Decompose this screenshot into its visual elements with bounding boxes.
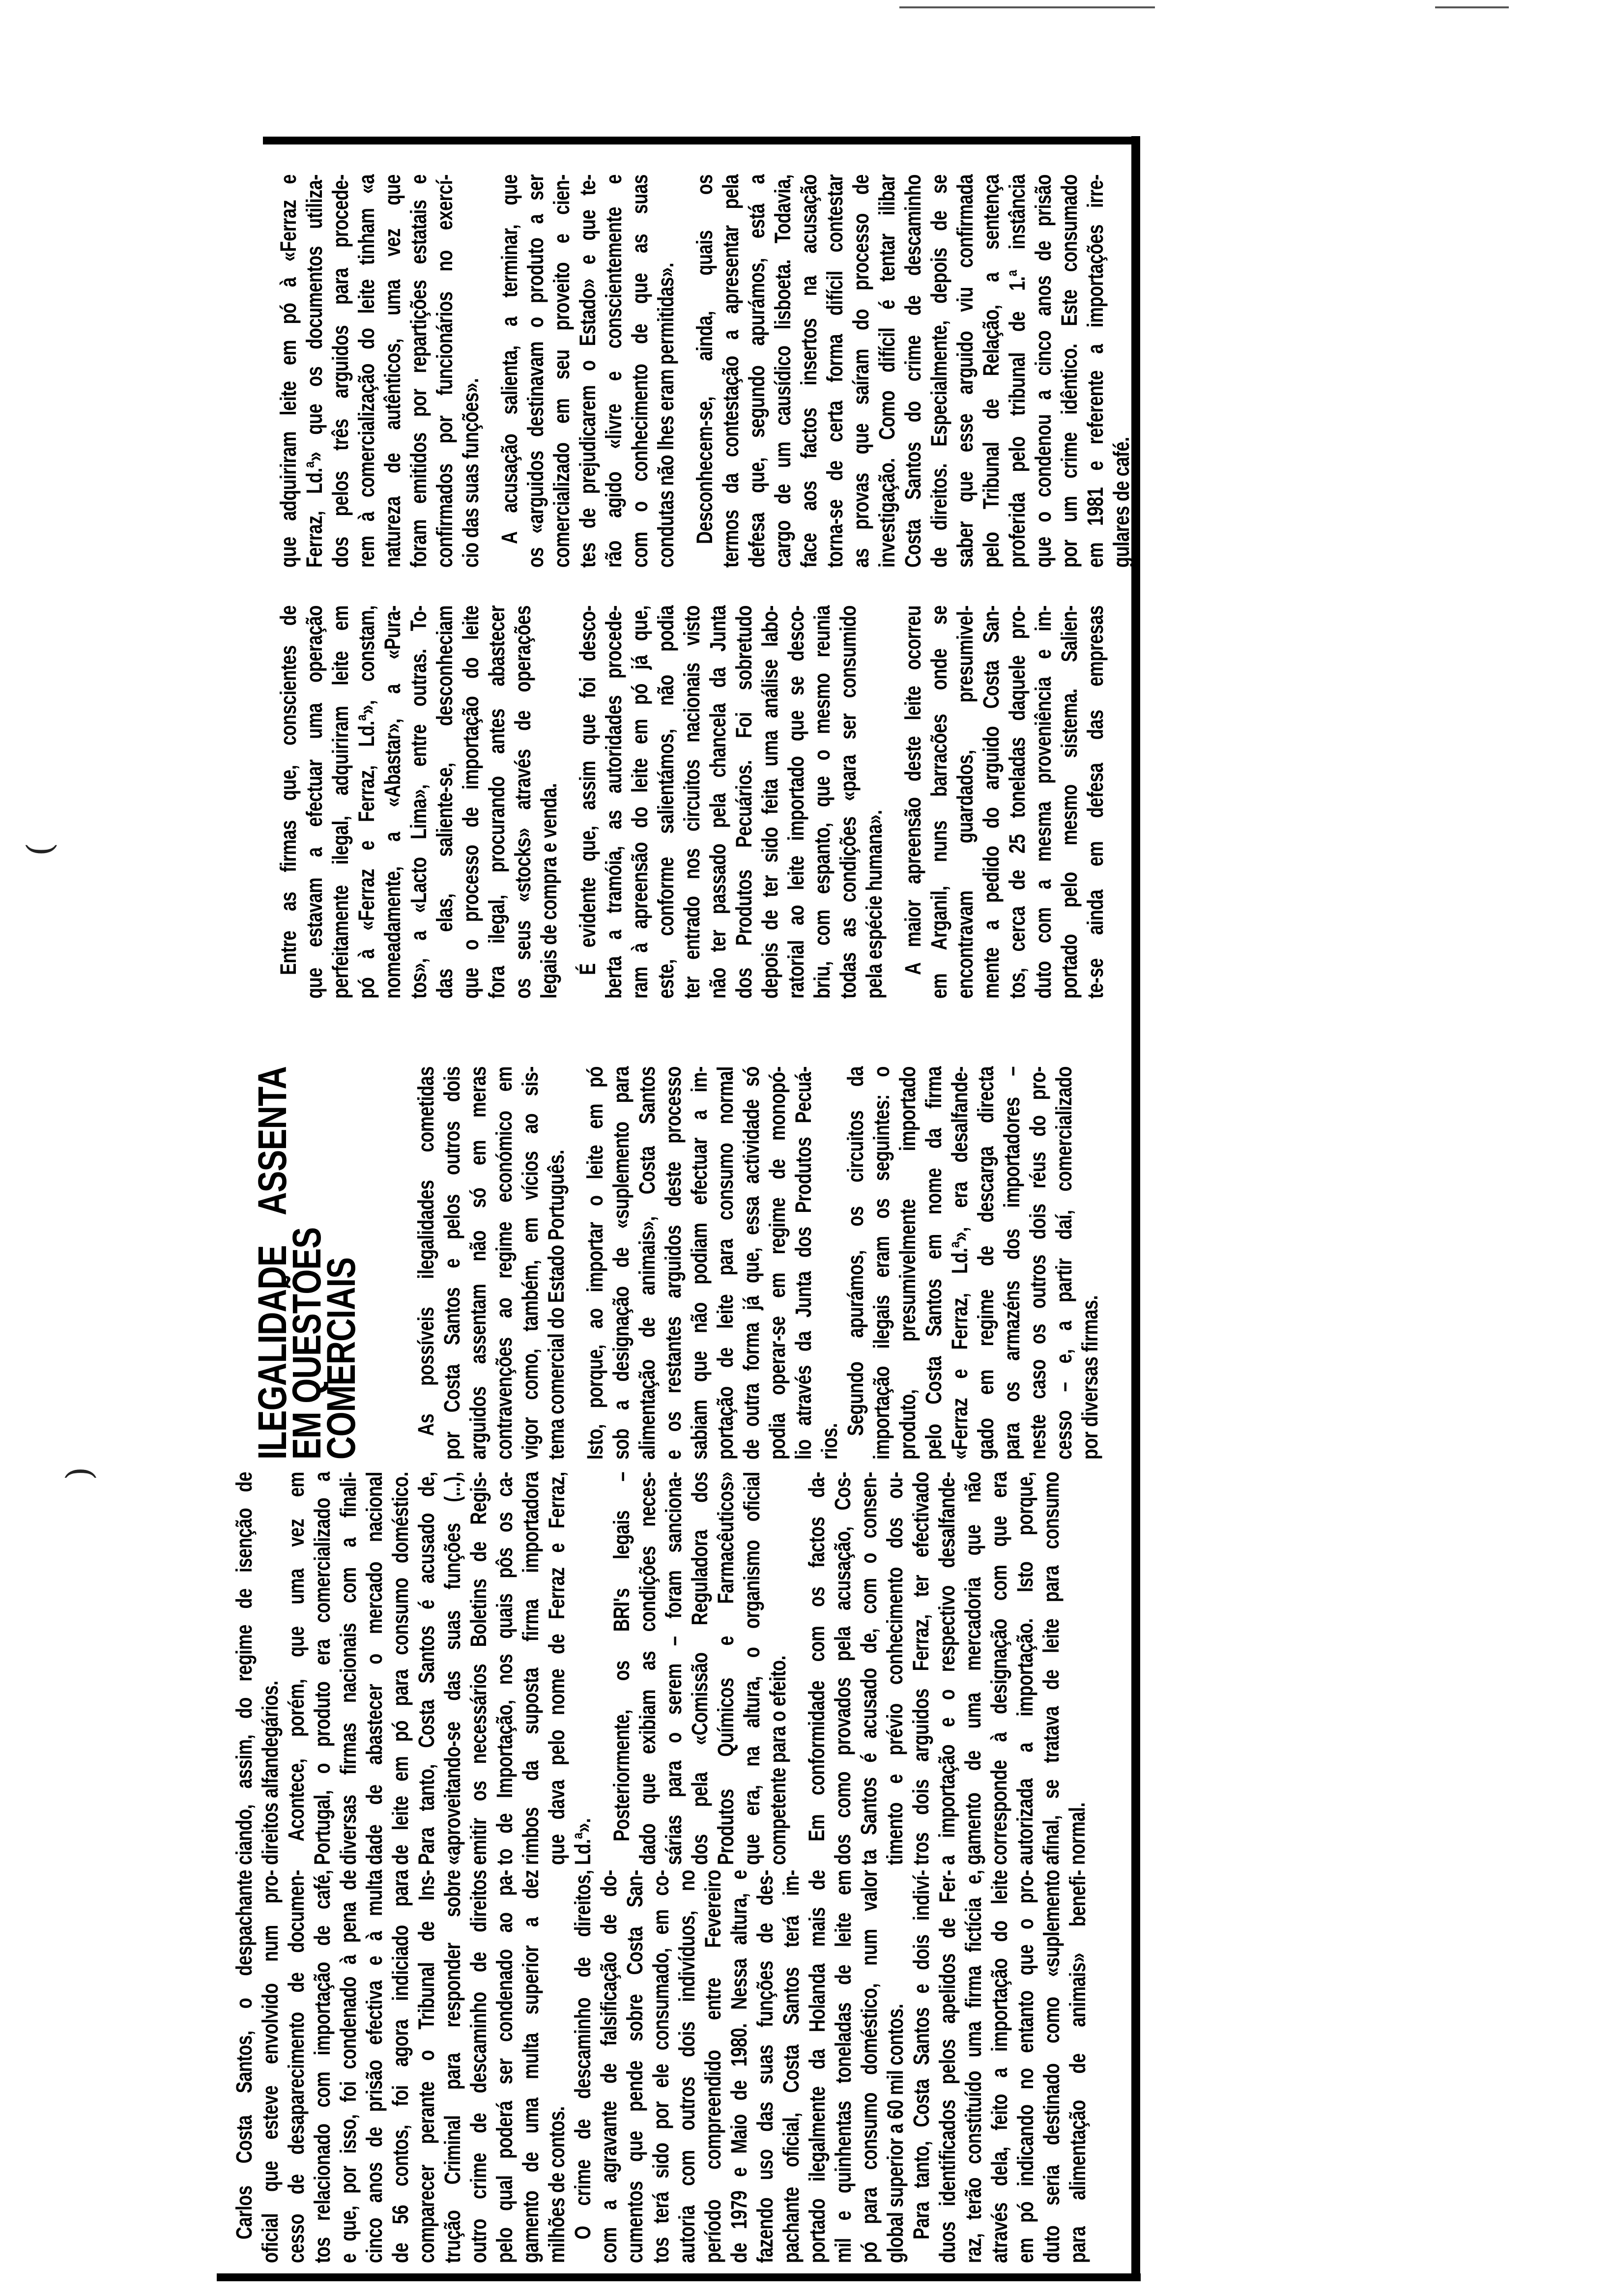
text-line: Carlos Costa Santos, o despachante xyxy=(231,1870,257,2239)
text-line: legais de compra e venda. xyxy=(536,783,561,999)
text-line: foram emitidos por repartições estatais e xyxy=(406,174,431,568)
text-line: gamento de uma mercadoria que não xyxy=(960,1472,985,1865)
text-line: dos pelos três arguidos para procede- xyxy=(328,174,353,568)
headline-line: COMERCIAIS xyxy=(319,1257,364,1460)
text-line: pó para consumo doméstico, num valor xyxy=(857,1870,882,2263)
text-line: «Ferraz e Ferraz, Ld.ª», era desalfande- xyxy=(947,1066,972,1460)
text-line: para os armazéns dos importadores – xyxy=(999,1066,1024,1460)
text-line: por um crime idêntico. Este consumado xyxy=(1057,174,1082,568)
article-column-5 xyxy=(275,174,1134,568)
scan-mark-parenthesis: ( xyxy=(20,842,60,856)
text-line: as provas que saíram do processo de xyxy=(848,174,873,568)
text-line: ratorial ao leite importado que se desco- xyxy=(783,605,808,999)
text-line: proferida pelo tribunal de 1.ª instância xyxy=(1005,174,1030,568)
paragraph xyxy=(231,1472,283,1865)
frame-left-rule xyxy=(217,2273,1141,2281)
text-line: nomeadamente, a «Abastar», a «Pura- xyxy=(380,605,405,999)
text-line: comparecer perante o Tribunal de Ins- xyxy=(414,1870,439,2263)
text-line: saber que esse arguido viu confirmada xyxy=(952,174,978,568)
text-line: portado pelo mesmo sistema. Salien- xyxy=(1057,605,1082,999)
text-line: alimentação de animais», Costa Santos xyxy=(634,1066,660,1460)
text-line: a importação e o respectivo desalfande- xyxy=(934,1472,959,1865)
text-line: gulares de café. xyxy=(1109,437,1134,568)
text-line: rimbos da suposta firma importadora xyxy=(518,1472,543,1865)
text-line: Em conformidade com os factos da- xyxy=(804,1472,829,1841)
text-line: perfeitamente ilegal, adquiriram leite em xyxy=(328,605,353,999)
text-line: trução Criminal para responder sobre xyxy=(440,1870,465,2263)
text-line: que o processo de importação do leite xyxy=(458,605,483,999)
scan-artifact-line xyxy=(1435,6,1509,8)
text-line: Acontece, porém, que uma vez em xyxy=(284,1472,309,1841)
text-line: cargo de um causídico lisboeta. Todavia, xyxy=(770,174,795,568)
text-line: em pó indicando no entanto que o pro- xyxy=(1013,1870,1038,2263)
text-line: «aproveitando-se das suas funções (...), xyxy=(440,1472,465,1865)
text-line: milhões de contos. xyxy=(544,2106,569,2263)
text-line: competente para o efeito. xyxy=(765,1655,790,1865)
text-line: portação de leite para consumo normal xyxy=(713,1066,738,1460)
text-line: pachante oficial, Costa Santos terá im- xyxy=(778,1870,804,2263)
text-line: sárias para o serem – foram sanciona- xyxy=(661,1472,686,1865)
text-line: normal. xyxy=(1065,1802,1090,1865)
text-line: A acusação salienta, a terminar, que xyxy=(497,174,522,544)
text-line: Isto, porque, ao importar o leite em pó xyxy=(582,1066,607,1460)
text-line: briu, com espanto, que o mesmo reunia xyxy=(809,605,835,999)
text-line: Ld.ª». xyxy=(570,1818,595,1865)
paragraph xyxy=(608,1472,791,1865)
text-line: dos como provados pela acusação, Cos- xyxy=(830,1472,855,1865)
text-line: em 1981 e referente a importações irre- xyxy=(1083,174,1108,568)
text-line: Entre as firmas que, conscientes de xyxy=(276,605,301,975)
text-line: tema comercial do Estado Português. xyxy=(544,1149,569,1460)
text-line: que adquiriram leite em pó à «Ferraz e xyxy=(276,174,301,568)
paragraph xyxy=(582,1066,842,1460)
text-line: que dava pelo nome de Ferraz e Ferraz, xyxy=(544,1472,569,1865)
paragraph xyxy=(691,174,1134,568)
text-line: direitos alfandegários. xyxy=(258,1681,283,1865)
text-line: os seus «stocks» através de operações xyxy=(510,605,535,999)
text-line: tos, cerca de 25 toneladas daquele pro- xyxy=(1005,605,1030,999)
text-line: pó à «Ferraz e Ferraz, Ld.ª», constam, xyxy=(354,605,379,999)
article-column-4 xyxy=(275,605,1108,999)
article-column-3 xyxy=(413,1066,1103,1460)
text-line: lio através da Junta dos Produtos Pecuá- xyxy=(791,1066,816,1460)
text-line: pela espécie humana». xyxy=(862,810,887,999)
text-line: timento e prévio conhecimento dos ou- xyxy=(882,1472,907,1865)
text-line: face aos factos insertos na acusação xyxy=(796,174,821,568)
text-line: pelo Costa Santos em nome da firma xyxy=(921,1066,946,1460)
text-line: comercializado em seu proveito e cien- xyxy=(549,174,574,568)
text-line: rem à comercialização do leite tinham «a xyxy=(354,174,379,568)
text-line: confirmados por funcionários no exercí- xyxy=(432,174,457,568)
text-line: este, conforme salientámos, não podia xyxy=(653,605,678,999)
text-line: torna-se de certa forma difícil contestar xyxy=(822,174,847,568)
text-line: com a agravante de falsificação de do- xyxy=(596,1870,621,2263)
text-line: cesso de desaparecimento de documen- xyxy=(284,1870,309,2263)
text-line: todas as condições «para ser consumido xyxy=(835,605,861,999)
text-line: rios. xyxy=(817,1423,842,1460)
text-line: duos identificados pelos apelidos de Fer- xyxy=(935,1870,960,2263)
text-line: diversas firmas nacionais com a finali- xyxy=(336,1472,361,1865)
text-line: para alimentação de animais» benefi- xyxy=(1065,1870,1090,2263)
text-line: A maior apreensão deste leite ocorreu xyxy=(900,605,925,975)
text-line: período compreendido entre Fevereiro xyxy=(700,1870,725,2263)
text-line: Portugal, o produto era comercializado a xyxy=(310,1472,335,1865)
text-line: natureza de autênticos, uma vez que xyxy=(380,174,405,568)
text-line: termos da contestação a apresentar pela xyxy=(718,174,743,568)
text-line: depois de ter sido feita uma análise labo- xyxy=(757,605,782,999)
text-line: portado ilegalmente da Holanda mais de xyxy=(805,1870,830,2263)
paragraph xyxy=(900,605,1108,999)
text-line: gado em regime de descarga directa xyxy=(973,1066,998,1460)
text-line: que era, na altura, o organismo oficial xyxy=(739,1472,764,1865)
text-line: através dela, feito a importação do leite xyxy=(987,1870,1012,2263)
text-line: berta a tramóia, as autoridades procede- xyxy=(601,605,626,999)
scan-mark-parenthesis: ) xyxy=(59,1466,99,1480)
text-line: por Costa Santos e pelos outros dois xyxy=(439,1066,464,1460)
frame-right-rule xyxy=(263,137,1140,144)
text-line: cinco anos de prisão efectiva e à multa xyxy=(362,1870,387,2263)
text-line: fazendo uso das suas funções de des- xyxy=(752,1870,777,2263)
text-line: outro crime de descaminho de direitos xyxy=(466,1870,491,2263)
text-line: sob a designação de «suplemento para xyxy=(608,1066,633,1460)
headline-line: ILEGALIDADE ASSENTA xyxy=(250,1066,295,1460)
text-line: mil e quinhentas toneladas de leite em xyxy=(831,1870,856,2263)
text-line: Ferraz, Ld.ª» que os documentos utiliza- xyxy=(302,174,327,568)
text-line: arguidos assentam não só em meras xyxy=(465,1066,490,1460)
text-line: É evidente que, assim que foi desco- xyxy=(575,605,600,975)
paragraph xyxy=(908,1870,1091,2263)
text-line: dado que exibiam as condições neces- xyxy=(635,1472,660,1865)
paragraph xyxy=(413,1066,569,1460)
text-line: de outra forma já que, essa actividade só xyxy=(739,1066,764,1460)
text-line: rão agido «livre e conscientemente e xyxy=(601,174,626,568)
text-line: de leite em pó para consumo doméstico. xyxy=(388,1472,413,1865)
article-column-2 xyxy=(231,1472,1090,1865)
paragraph xyxy=(496,174,679,568)
text-line: de direitos. Especialmente, depois de se xyxy=(926,174,951,568)
text-line: afinal, se tratava de leite para consumo xyxy=(1038,1472,1064,1865)
text-line: defesa que, segundo apurámos, está a xyxy=(744,174,769,568)
text-line: gamento de uma multa superior a dez xyxy=(518,1870,543,2263)
headline-line: EM QUESTÕES xyxy=(285,1227,329,1460)
text-line: vigor como, também, em vícios ao sis- xyxy=(518,1066,543,1460)
text-line: com o conhecimento de que as suas xyxy=(627,174,652,568)
paragraph xyxy=(570,1870,908,2263)
text-line: emitir os necessários Boletins de Regis- xyxy=(466,1472,491,1865)
article-column-1 xyxy=(231,1870,1091,2263)
text-line: dos Produtos Pecuários. Foi sobretudo xyxy=(731,605,756,999)
text-line: pelo Tribunal de Relação, a sentença xyxy=(979,174,1004,568)
text-line: que o condenou a cinco anos de prisão xyxy=(1031,174,1056,568)
text-line: cesso – e, a partir daí, comercializado xyxy=(1051,1066,1076,1460)
paragraph xyxy=(231,1870,570,2263)
text-line: cio das suas funções». xyxy=(458,378,483,568)
text-line: autoria com outros dois indivíduos, no xyxy=(674,1870,699,2263)
text-line: tos terá sido por ele consumado, em co- xyxy=(648,1870,673,2263)
text-line: em Arganil, nuns barracões onde se xyxy=(926,605,951,999)
text-line: oficial que esteve envolvido num pro- xyxy=(258,1870,283,2263)
text-line: As possíveis ilegalidades cometidas xyxy=(413,1066,438,1436)
text-line: to de Importação, nos quais pôs os ca- xyxy=(492,1472,517,1865)
scan-artifact-line xyxy=(899,6,1155,8)
text-line: duto com a mesma proveniência e im- xyxy=(1031,605,1056,999)
text-line: mente a pedido do arguido Costa San- xyxy=(979,605,1004,999)
paragraph xyxy=(804,1472,1090,1865)
text-line: O crime de descaminho de direitos, xyxy=(570,1870,595,2239)
text-line: dade de abastecer o mercado nacional xyxy=(362,1472,387,1865)
text-line: que estavam a efectuar uma operação xyxy=(302,605,327,999)
text-line: Desconhecem-se, ainda, quais os xyxy=(692,174,717,544)
text-line: os «arguidos destinavam o produto a ser xyxy=(523,174,548,568)
text-line: Para tanto, Costa Santos e dois indiví- xyxy=(909,1870,934,2239)
paragraph xyxy=(575,605,887,999)
article-headline xyxy=(250,1066,364,1460)
text-line: Costa Santos do crime de descaminho xyxy=(900,174,925,568)
text-line: ter entrado nos circuitos nacionais visto xyxy=(679,605,704,999)
paragraph xyxy=(842,1066,1103,1460)
text-line: cumentos que pende sobre Costa San- xyxy=(622,1870,647,2263)
text-line: raz, terão constituído uma firma fictícia e, xyxy=(961,1870,986,2263)
text-line: de 56 contos, foi agora indiciado para xyxy=(388,1870,413,2263)
text-line: contravenções ao regime económico em xyxy=(491,1066,517,1460)
text-line: encontravam guardados, presumivel- xyxy=(952,605,978,999)
text-line: Segundo apurámos, os circuitos da xyxy=(843,1066,868,1436)
text-line: condutas não lhes eram permitidas». xyxy=(653,262,678,568)
paragraph xyxy=(283,1472,596,1865)
text-line: fora ilegal, procurando antes abastecer xyxy=(484,605,509,999)
text-line: te-se ainda em defesa das empresas xyxy=(1083,605,1108,999)
text-line: tros dois arguidos Ferraz, ter efectivado xyxy=(908,1472,933,1865)
text-line: autorizada a importação. Isto porque, xyxy=(1012,1472,1037,1865)
text-line: investigação. Como difícil é tentar ilibar xyxy=(874,174,899,568)
text-line: e os restantes arguidos deste processo xyxy=(661,1066,686,1460)
text-line: ta Santos é acusado de, com o consen- xyxy=(856,1472,881,1865)
text-line: ciando, assim, do regime de isenção de xyxy=(231,1472,257,1865)
text-line: e que, por isso, foi condenado à pena de xyxy=(336,1870,361,2263)
text-line: tes de prejudicarem o Estado» e que te- xyxy=(575,174,600,568)
text-line: ram à apreensão do leite em pó já que, xyxy=(627,605,652,999)
text-line: corresponde à designação com que era xyxy=(986,1472,1011,1865)
text-line: não ter passado pela chancela da Junta xyxy=(705,605,730,999)
text-line: tos relacionado com importação de café, xyxy=(310,1870,335,2263)
paragraph xyxy=(275,174,484,568)
text-line: neste caso os outros dois réus do pro- xyxy=(1025,1066,1050,1460)
text-line: das elas, saliente-se, desconheciam xyxy=(432,605,457,999)
text-line: dos pela «Comissão Reguladora dos xyxy=(687,1472,712,1865)
text-line: podia operar-se em regime de monopó- xyxy=(765,1066,790,1460)
text-line: por diversas firmas. xyxy=(1077,1295,1102,1460)
text-line: Posteriormente, os BRI's legais – xyxy=(609,1472,634,1841)
text-line: global superior a 60 mil contos. xyxy=(883,2004,908,2263)
text-line: Produtos Químicos e Farmacêuticos» xyxy=(713,1472,738,1865)
paragraph xyxy=(275,605,562,999)
text-line: Para tanto, Costa Santos é acusado de, xyxy=(414,1472,439,1865)
text-line: pelo qual poderá ser condenado ao pa- xyxy=(492,1870,517,2263)
text-line: de 1979 e Maio de 1980. Nessa altura, e xyxy=(726,1870,751,2263)
text-line: duto seria destinado como «suplemento xyxy=(1039,1870,1064,2263)
text-line: importação ilegais eram os seguintes: o xyxy=(869,1066,894,1460)
text-line: tos», a «Lacto Lima», entre outras. To- xyxy=(406,605,431,999)
text-line: produto, presumivelmente importado xyxy=(895,1066,920,1460)
text-line: sabiam que não podiam efectuar a im- xyxy=(687,1066,712,1460)
